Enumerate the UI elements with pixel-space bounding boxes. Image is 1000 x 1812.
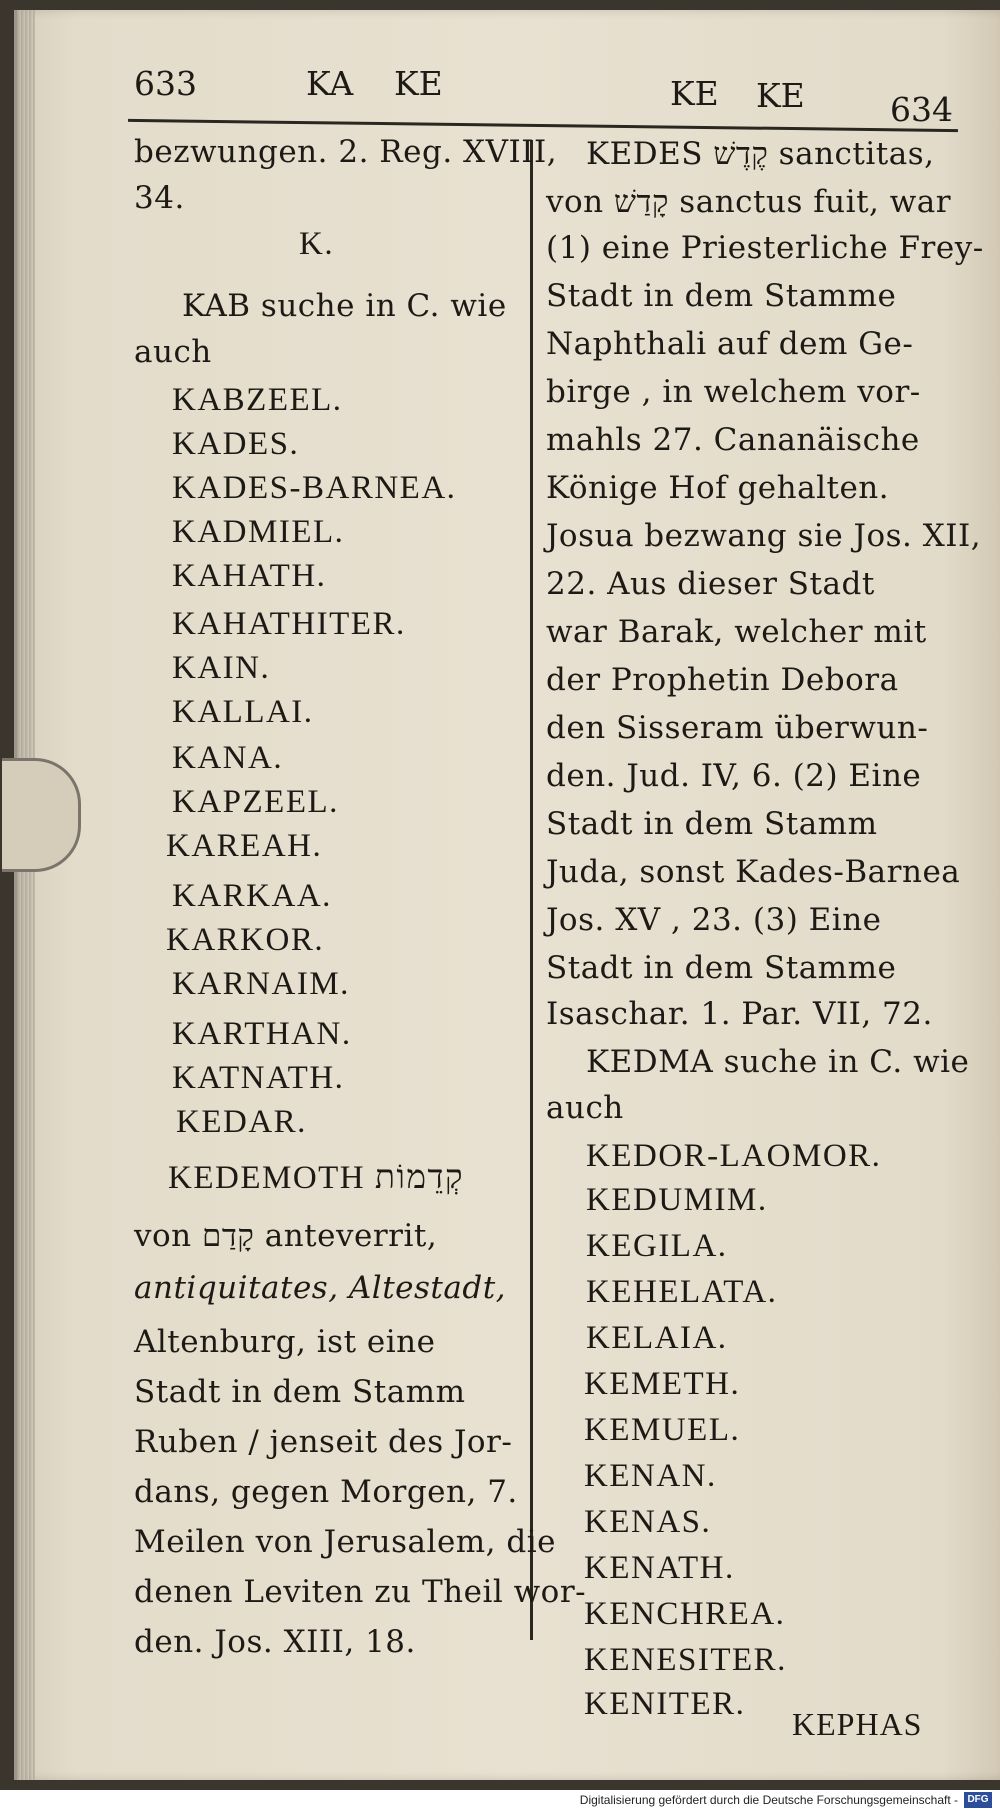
right-line: Stadt in dem Stamme: [546, 950, 897, 986]
entry-headword: KEMETH.: [584, 1366, 741, 1402]
right-line: der Prophetin Debora: [546, 662, 899, 698]
entry-headword: KAREAH.: [166, 828, 323, 864]
left-line: auch: [134, 334, 212, 370]
entry-headword: KENITER.: [584, 1686, 746, 1722]
dfg-logo-icon: DFG: [964, 1792, 992, 1808]
right-line: 22. Aus dieser Stadt: [546, 566, 875, 602]
left-line: 34.: [134, 180, 185, 216]
right-line: Könige Hof gehalten.: [546, 470, 890, 506]
section-letter: K.: [299, 226, 335, 262]
entry-headword: KENAS.: [584, 1504, 712, 1540]
entry-headword: KAPZEEL.: [172, 784, 339, 820]
left-line: KAB suche in C. wie: [182, 288, 507, 324]
catchword: KEPHAS: [792, 1706, 923, 1742]
right-line: KEDMA suche in C. wie: [586, 1044, 970, 1080]
left-line: Meilen von Jerusalem, die: [134, 1524, 556, 1560]
entry-headword: KEMUEL.: [584, 1412, 741, 1448]
entry-headword: KEGILA.: [586, 1228, 728, 1264]
left-line: den. Jos. XIII, 18.: [134, 1624, 416, 1660]
left-line: Stadt in dem Stamm: [134, 1374, 466, 1410]
right-line: KEDES קֶדֶשׁ sanctitas,: [586, 136, 935, 172]
entry-headword: KATNATH.: [172, 1060, 345, 1096]
entry-headword: KALLAI.: [172, 694, 314, 730]
entry-headword: KEDAR.: [176, 1104, 307, 1140]
right-line: auch: [546, 1090, 624, 1126]
right-line: mahls 27. Cananäische: [546, 422, 920, 458]
right-line: Stadt in dem Stamm: [546, 806, 878, 842]
left-line: bezwungen. 2. Reg. XVIII,: [134, 134, 558, 170]
right-page-number: 634: [890, 90, 953, 129]
right-line: war Barak, welcher mit: [546, 614, 927, 650]
entry-headword: KENCHREA.: [584, 1596, 786, 1632]
entry-headword: KADES.: [172, 426, 300, 462]
entry-headword: KADES-BARNEA.: [172, 470, 457, 506]
right-line: den. Jud. IV, 6. (2) Eine: [546, 758, 922, 794]
left-line: Altenburg, ist eine: [134, 1324, 436, 1360]
right-line: den Sisseram überwun-: [546, 710, 929, 746]
page-tab-clip: [2, 758, 81, 872]
right-running-head-2: KE: [756, 76, 805, 115]
left-line: dans, gegen Morgen, 7.: [134, 1474, 518, 1510]
left-running-head-1: KA: [306, 64, 354, 103]
entry-headword: KEDOR-LAOMOR.: [586, 1138, 882, 1174]
right-line: Naphthali auf dem Ge-: [546, 326, 914, 362]
left-line: Ruben / jenseit des Jor-: [134, 1424, 513, 1460]
footer-credit: Digitalisierung gefördert durch die Deutsche Forschungsgemeinschaft -: [579, 1793, 958, 1807]
right-line: Stadt in dem Stamme: [546, 278, 897, 314]
entry-headword: KARTHAN.: [172, 1016, 352, 1052]
entry-headword: KARKAA.: [172, 878, 332, 914]
right-line: Josua bezwang sie Jos. XII,: [546, 518, 982, 554]
left-running-head-2: KE: [394, 64, 443, 103]
page-edge: [17, 10, 35, 1780]
entry-headword: KARNAIM.: [172, 966, 350, 1002]
entry-headword: KAIN.: [172, 650, 271, 686]
right-running-head-1: KE: [670, 74, 719, 113]
left-line: denen Leviten zu Theil wor-: [134, 1574, 587, 1610]
right-line: (1) eine Priesterliche Frey-: [546, 230, 984, 266]
right-line: von קָדַשׁ sanctus fuit, war: [546, 184, 952, 220]
digitization-footer: [0, 1790, 1000, 1812]
entry-headword: KENESITER.: [584, 1642, 787, 1678]
entry-headword: KELAIA.: [586, 1320, 728, 1356]
entry-headword: KENAN.: [584, 1458, 717, 1494]
running-header: [130, 62, 960, 129]
entry-headword: KAHATH.: [172, 558, 327, 594]
entry-headword: KEDEMOTH קְדֵמוֹת: [168, 1160, 465, 1196]
entry-headword: KANA.: [172, 740, 284, 776]
entry-headword: KARKOR.: [166, 922, 325, 958]
right-line: Jos. XV , 23. (3) Eine: [546, 902, 882, 938]
left-line: von קָדַם anteverrit,: [134, 1218, 438, 1254]
left-page-number: 633: [134, 64, 197, 103]
book-page: [14, 10, 1000, 1780]
entry-headword: KEHELATA.: [586, 1274, 778, 1310]
right-line: Juda, sonst Kades-Barnea: [546, 854, 961, 890]
left-line: antiquitates, Altestadt,: [134, 1270, 507, 1306]
entry-headword: KENATH.: [584, 1550, 735, 1586]
column-divider: [530, 140, 533, 1640]
entry-headword: KEDUMIM.: [586, 1182, 768, 1218]
entry-headword: KAHATHITER.: [172, 606, 406, 642]
entry-headword: KADMIEL.: [172, 514, 345, 550]
entry-headword: KABZEEL.: [172, 382, 343, 418]
right-line: Isaschar. 1. Par. VII, 72.: [546, 996, 933, 1032]
right-line: birge , in welchem vor-: [546, 374, 921, 410]
